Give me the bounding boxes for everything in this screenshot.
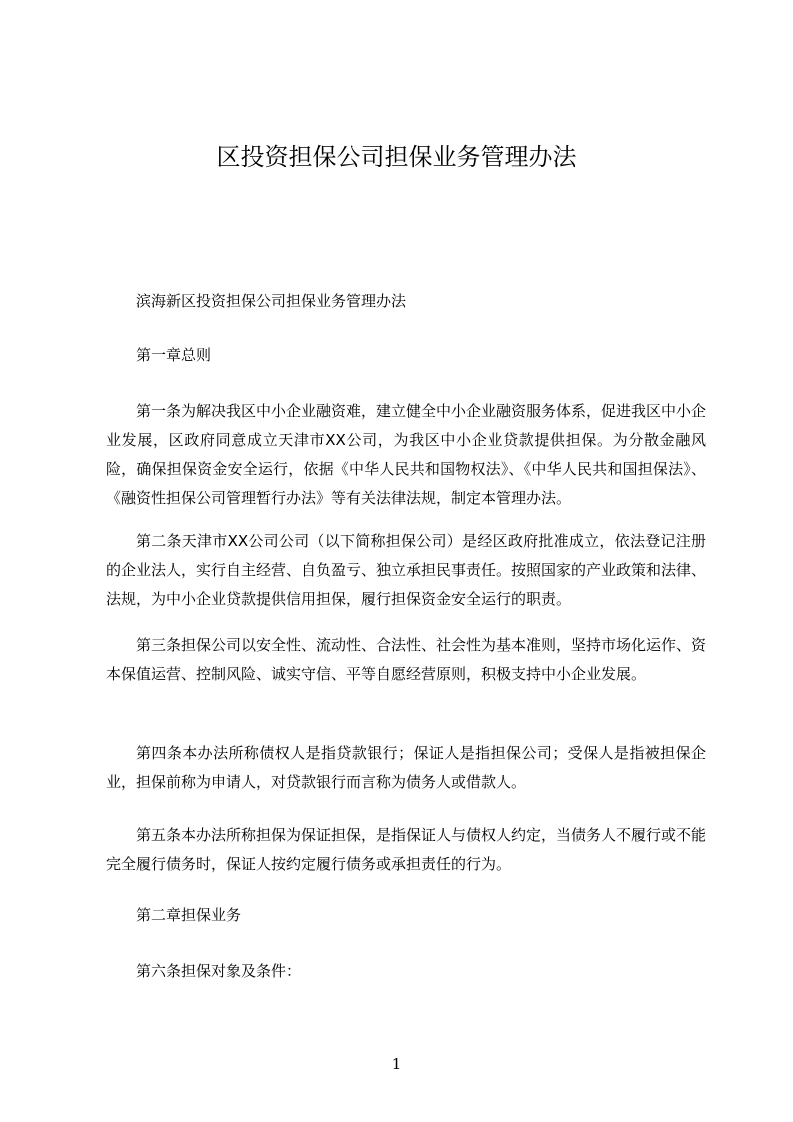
- document-title: 区投资担保公司担保业务管理办法: [216, 143, 577, 171]
- article-paragraph: 第四条本办法所称债权人是指贷款银行；保证人是指担保公司；受保人是指被担保企业，担保前称为申请人，对贷款银行而言称为债务人或借款人。: [106, 744, 706, 791]
- article-paragraph: 第二条天津市XX公司公司（以下简称担保公司）是经区政府批准成立，依法登记注册的企业法人，实行自主经营、自负盈亏、独立承担民事责任。按照国家的产业政策和法律、法规，为中小企业贷款提供信用担保，履行担保资金安全运行的职责。: [106, 532, 707, 608]
- article-paragraph: 第五条本办法所称担保为保证担保，是指保证人与债权人约定，当债务人不履行或不能完全履行债务时，保证人按约定履行债务或承担责任的行为。: [106, 826, 707, 873]
- article-paragraph: 第六条担保对象及条件：: [136, 962, 302, 980]
- page-number: 1: [391, 1055, 402, 1073]
- article-paragraph: 第三条担保公司以安全性、流动性、合法性、社会性为基本准则，坚持市场化运作、资本保值运营、控制风险、诚实守信、平等自愿经营原则，积极支持中小企业发展。: [106, 636, 707, 683]
- article-paragraph: 第一条为解决我区中小企业融资难，建立健全中小企业融资服务体系，促进我区中小企业发展，区政府同意成立天津市XX公司，为我区中小企业贷款提供担保。为分散金融风险，确保担保资金安全运行，依据《中华人民共和国物权法》、《中华人民共和国担保法》、《融资性担保公司管理暂行办法》等有关法律法规，制定本管理办法。: [106, 402, 707, 507]
- chapter-heading: 第一章总则: [136, 346, 212, 364]
- chapter-heading: 第二章担保业务: [136, 906, 242, 924]
- subtitle-paragraph: 滨海新区投资担保公司担保业务管理办法: [136, 292, 407, 310]
